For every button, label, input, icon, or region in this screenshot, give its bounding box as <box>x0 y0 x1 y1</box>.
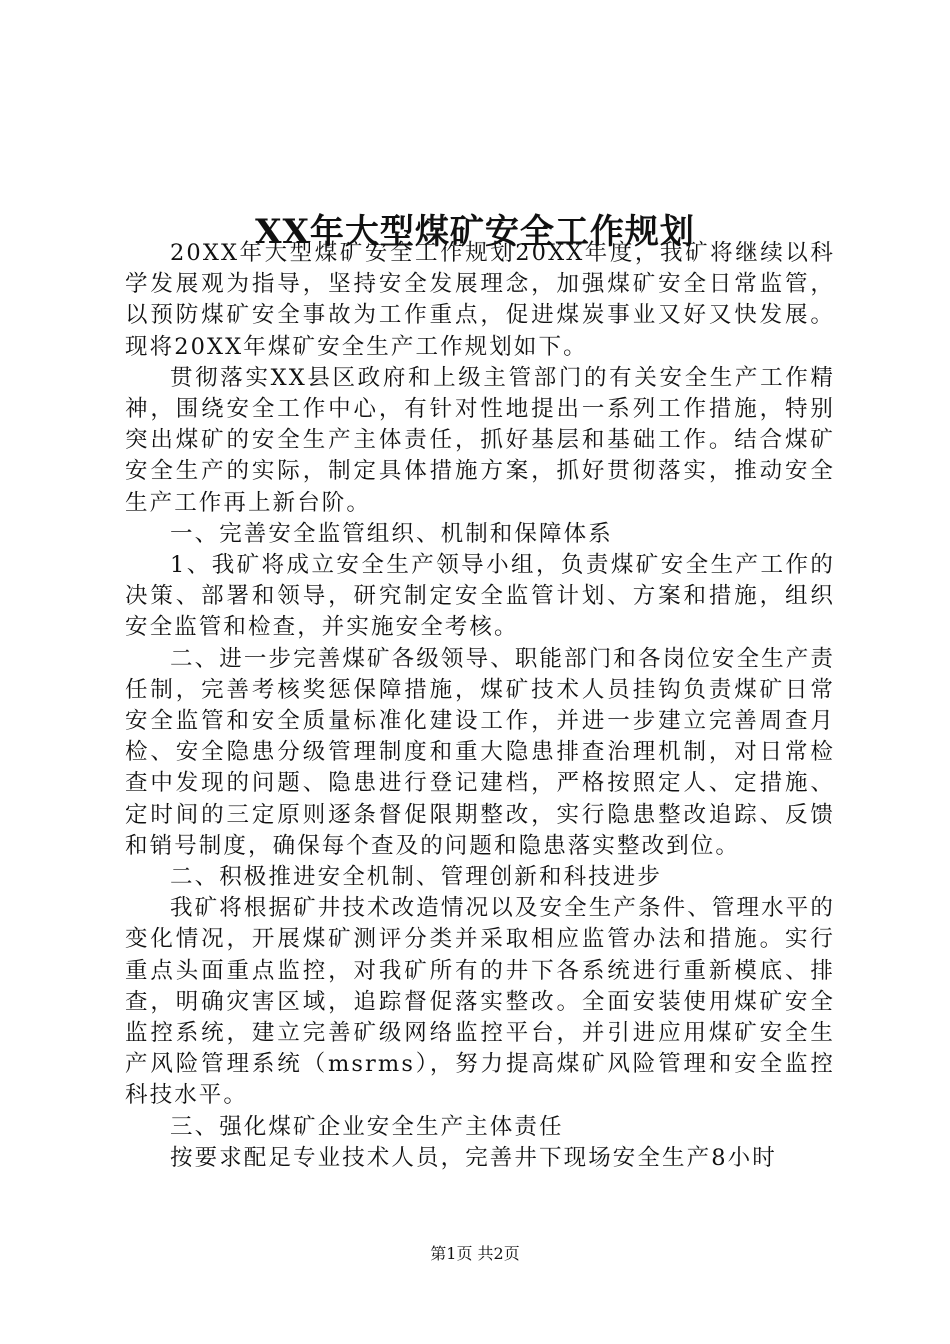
paragraph-staffing: 按要求配足专业技术人员，完善井下现场安全生产8小时 <box>170 1144 777 1171</box>
paragraph-innovation: 我矿将根据矿井技术改造情况以及安全生产条件、管理水平的变化情况，开展煤矿测评分类并采取相应监管办法和措施。实行重点头面重点监控，对我矿所有的井下各系统进行重新模底、排查，明确灾害区域，追踪督促落实整改。全面安装使用煤矿安全监控系统，建立完善矿级网络监控平台，并引进应用煤矿安全生产风险管理系统（msrms），努力提高煤矿风险管理和安全监控科技水平。 <box>125 895 835 1109</box>
section-heading-1: 一、完善安全监管组织、机制和保障体系 <box>170 520 613 547</box>
paragraph-responsibility: 二、进一步完善煤矿各级领导、职能部门和各岗位安全生产责任制，完善考核奖惩保障措施，煤矿技术人员挂钩负责煤矿日常安全监管和安全质量标准化建设工作，并进一步建立完善周查月检、安全隐患分级管理制度和重大隐患排查治理机制，对日常检查中发现的问题、隐患进行登记建档，严格按照定人、定措施、定时间的三定原则逐条督促限期整改，实行隐患整改追踪、反馈和销号制度，确保每个查及的问题和隐患落实整改到位。 <box>125 645 835 859</box>
section-heading-3: 三、强化煤矿企业安全生产主体责任 <box>170 1113 564 1140</box>
section-heading-2: 二、积极推进安全机制、管理创新和科技进步 <box>170 864 663 891</box>
paragraph-item-1: 1、我矿将成立安全生产领导小组，负责煤矿安全生产工作的决策、部署和领导，研究制定安全监管计划、方案和措施，组织安全监管和检查，并实施安全考核。 <box>125 552 835 641</box>
paragraph-policy: 贯彻落实XX县区政府和上级主管部门的有关安全生产工作精神，围绕安全工作中心，有针对性地提出一系列工作措施，特别突出煤矿的安全生产主体责任，抓好基层和基础工作。结合煤矿安全生产的实际，制定具体措施方案，抓好贯彻落实，推动安全生产工作再上新台阶。 <box>125 364 835 516</box>
page-number: 第1页 共2页 <box>430 1244 520 1263</box>
document-title: XX年大型煤矿安全工作规划 <box>255 211 695 252</box>
paragraph-intro: 20XX年大型煤矿安全工作规划20XX年度，我矿将继续以科学发展观为指导，坚持安全发展理念，加强煤矿安全日常监管，以预防煤矿安全事故为工作重点，促进煤炭事业又好又快发展。现将20XX年煤矿安全生产工作规划如下。 <box>125 240 835 360</box>
document-body <box>125 238 835 1174</box>
